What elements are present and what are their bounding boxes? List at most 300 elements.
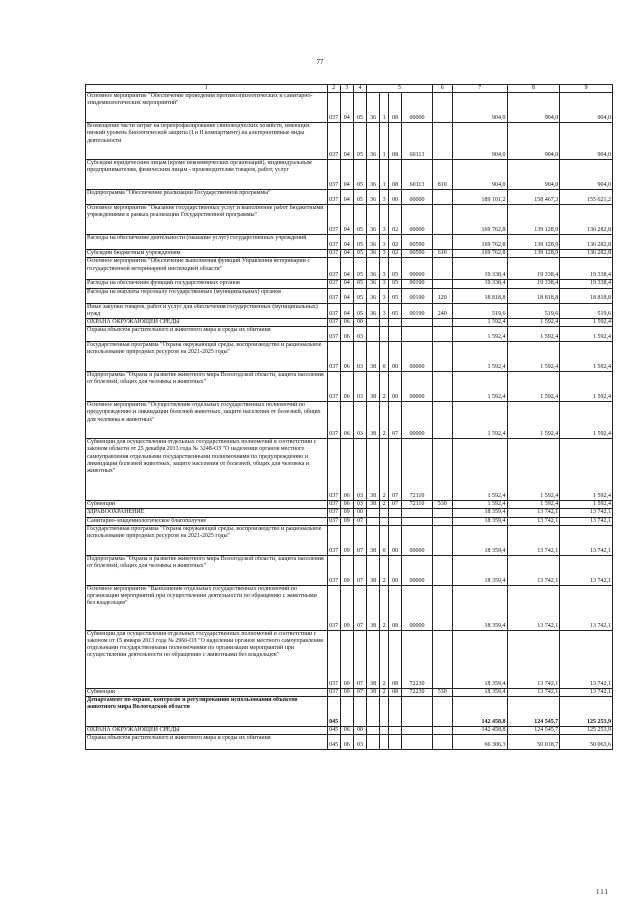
row-gr-code: 037	[327, 160, 340, 190]
row-csr-subprogram: 2	[380, 555, 389, 585]
row-csr-program	[367, 696, 380, 726]
row-rz-code: 04	[340, 205, 353, 235]
row-vr-code	[432, 696, 452, 726]
row-csr-program: 38	[367, 688, 380, 696]
col-header-year1: 7	[452, 85, 507, 93]
row-csr-direction	[402, 517, 433, 525]
row-csr-direction: 00190	[402, 303, 433, 318]
row-gr-code: 037	[327, 501, 340, 509]
row-vr-code: 610	[432, 250, 452, 258]
row-csr-event: 02	[389, 250, 402, 258]
row-csr-program: 38	[367, 501, 380, 509]
row-gr-code: 037	[327, 235, 340, 250]
table-row	[86, 318, 613, 326]
row-rz-code: 06	[340, 735, 353, 750]
row-csr-program: 38	[367, 402, 380, 439]
row-amount-year3: 13 742,1	[560, 555, 613, 585]
row-csr-event	[389, 318, 402, 326]
row-rz-code: 04	[340, 250, 353, 258]
row-csr-subprogram: 3	[380, 280, 389, 288]
row-csr-program: 36	[367, 280, 380, 288]
row-amount-year3: 136 282,8	[560, 250, 613, 258]
row-amount-year1: 142 458,8	[452, 696, 507, 726]
row-description: Субсидии бюджетным учреждениям	[86, 250, 328, 258]
row-csr-event	[389, 517, 402, 525]
row-csr-event: 07	[389, 402, 402, 439]
row-pr-code: 00	[353, 726, 366, 734]
row-amount-year2: 904,0	[507, 123, 560, 160]
row-pr-code: 03	[353, 735, 366, 750]
row-gr-code: 037	[327, 402, 340, 439]
row-rz-code: 04	[340, 190, 353, 205]
row-vr-code	[432, 318, 452, 326]
row-amount-year3: 1 592,4	[560, 439, 613, 501]
row-amount-year2: 139 128,9	[507, 205, 560, 235]
row-csr-program	[367, 318, 380, 326]
row-gr-code: 037	[327, 205, 340, 235]
row-csr-direction: 00190	[402, 280, 433, 288]
row-pr-code: 07	[353, 688, 366, 696]
row-csr-direction: 00000	[402, 555, 433, 585]
row-csr-direction	[402, 509, 433, 517]
row-description: Подпрограмма "Охрана и развитие животного мира Вологодской области, защита населения от болезней, общих для человека и животных"	[86, 372, 328, 402]
row-amount-year3: 125 253,9	[560, 696, 613, 726]
row-pr-code: 07	[353, 517, 366, 525]
row-amount-year3: 1 592,4	[560, 318, 613, 326]
row-csr-program	[367, 735, 380, 750]
row-csr-event	[389, 726, 402, 734]
row-csr-program: 38	[367, 342, 380, 372]
row-rz-code: 09	[340, 630, 353, 688]
row-csr-program: 36	[367, 288, 380, 303]
table-row	[86, 342, 613, 372]
row-csr-program: 36	[367, 123, 380, 160]
col-header-rz: 3	[340, 85, 353, 93]
row-csr-subprogram	[380, 318, 389, 326]
row-amount-year3: 19 338,4	[560, 258, 613, 280]
budget-table	[85, 84, 613, 750]
row-pr-code: 03	[353, 501, 366, 509]
row-csr-program: 38	[367, 630, 380, 688]
row-pr-code: 03	[353, 327, 366, 342]
table-row	[86, 630, 613, 688]
row-amount-year3: 155 621,2	[560, 190, 613, 205]
col-header-desc: 1	[86, 85, 328, 93]
row-csr-subprogram: 3	[380, 205, 389, 235]
row-amount-year3: 13 742,1	[560, 525, 613, 555]
row-amount-year2: 1 592,4	[507, 402, 560, 439]
row-csr-direction: 00000	[402, 585, 433, 630]
row-pr-code: 07	[353, 555, 366, 585]
row-description: Охрана объектов растительного и животного мира и среды их обитания	[86, 327, 328, 342]
row-amount-year1: 18 359,4	[452, 585, 507, 630]
table-row	[86, 235, 613, 250]
row-rz-code: 04	[340, 280, 353, 288]
row-amount-year1: 19 338,4	[452, 258, 507, 280]
row-amount-year1: 19 338,4	[452, 280, 507, 288]
header-row	[86, 85, 613, 93]
row-pr-code: 00	[353, 318, 366, 326]
row-amount-year3: 519,6	[560, 303, 613, 318]
row-csr-subprogram: 2	[380, 501, 389, 509]
row-csr-subprogram: 0	[380, 525, 389, 555]
table-row	[86, 258, 613, 280]
row-csr-subprogram: 0	[380, 342, 389, 372]
row-description: Основное мероприятие "Осуществление отдельных государственных полномочий по предупреждению и ликвидации болезней животных, защите населения от болезней, общих для человека и животных"	[86, 402, 328, 439]
row-description: ОХРАНА ОКРУЖАЮЩЕЙ СРЕДЫ	[86, 318, 328, 326]
row-amount-year1: 904,0	[452, 93, 507, 123]
row-csr-program: 36	[367, 205, 380, 235]
row-csr-subprogram	[380, 517, 389, 525]
row-rz-code: 06	[340, 439, 353, 501]
row-gr-code: 037	[327, 688, 340, 696]
row-amount-year2: 13 742,1	[507, 688, 560, 696]
row-amount-year1: 519,6	[452, 303, 507, 318]
row-pr-code: 03	[353, 372, 366, 402]
row-amount-year1: 1 592,4	[452, 402, 507, 439]
row-amount-year1: 18 359,4	[452, 630, 507, 688]
row-description: Субвенции	[86, 501, 328, 509]
row-amount-year3: 13 742,1	[560, 517, 613, 525]
row-pr-code: 05	[353, 250, 366, 258]
row-csr-direction: 60113	[402, 123, 433, 160]
row-csr-program: 38	[367, 555, 380, 585]
row-csr-direction: 00590	[402, 235, 433, 250]
table-row	[86, 402, 613, 439]
table-row	[86, 525, 613, 555]
row-description: Основное мероприятие "Обеспечение проведения противоэпизоотических и санитарно-эпидемиологических мероприятий"	[86, 93, 328, 123]
row-amount-year1: 1 592,4	[452, 372, 507, 402]
row-gr-code: 037	[327, 372, 340, 402]
row-gr-code: 037	[327, 327, 340, 342]
row-amount-year1: 904,0	[452, 123, 507, 160]
row-amount-year3: 136 282,8	[560, 235, 613, 250]
row-vr-code	[432, 235, 452, 250]
row-csr-event: 08	[389, 160, 402, 190]
row-vr-code	[432, 726, 452, 734]
row-amount-year2: 139 128,9	[507, 250, 560, 258]
row-csr-direction: 00000	[402, 402, 433, 439]
row-gr-code: 037	[327, 439, 340, 501]
row-description: Расходы на обеспечение функций государственных органов	[86, 280, 328, 288]
table-body	[86, 85, 613, 750]
row-amount-year1: 66 306,3	[452, 735, 507, 750]
row-gr-code: 037	[327, 318, 340, 326]
row-amount-year1: 18 359,4	[452, 525, 507, 555]
row-csr-event	[389, 509, 402, 517]
row-amount-year1: 904,0	[452, 160, 507, 190]
col-header-gr: 2	[327, 85, 340, 93]
row-description: Основное мероприятие "Выполнение отдельных государственных полномочий по организации мероприятий при осуществлении деятельности по обращению с животными без владельцев"	[86, 585, 328, 630]
row-csr-event: 00	[389, 525, 402, 555]
col-header-year3: 9	[560, 85, 613, 93]
table-row	[86, 288, 613, 303]
row-vr-code	[432, 509, 452, 517]
row-vr-code	[432, 517, 452, 525]
row-pr-code	[353, 696, 366, 726]
row-csr-subprogram: 2	[380, 585, 389, 630]
row-description: Основное мероприятие "Оказание государственных услуг и выполнение работ бюджетными учреждениями в рамках реализации Государственной программы"	[86, 205, 328, 235]
row-csr-subprogram: 1	[380, 160, 389, 190]
table-row	[86, 372, 613, 402]
row-vr-code	[432, 372, 452, 402]
row-amount-year2: 1 592,4	[507, 501, 560, 509]
table-row	[86, 250, 613, 258]
row-csr-subprogram	[380, 327, 389, 342]
row-amount-year1: 18 359,4	[452, 517, 507, 525]
row-gr-code: 037	[327, 93, 340, 123]
row-amount-year3: 1 592,4	[560, 342, 613, 372]
row-gr-code: 037	[327, 190, 340, 205]
row-csr-program: 36	[367, 258, 380, 280]
row-description: Возмещение части затрат на перепрофилирование свиноводческих хозяйств, имеющих низкий уровень биологической защиты (I и II компартмент) на альтернативные виды деятельности	[86, 123, 328, 160]
row-amount-year3: 13 742,1	[560, 688, 613, 696]
row-gr-code: 037	[327, 555, 340, 585]
row-gr-code: 037	[327, 342, 340, 372]
row-csr-subprogram: 2	[380, 372, 389, 402]
row-amount-year2: 139 128,9	[507, 235, 560, 250]
row-csr-subprogram: 3	[380, 288, 389, 303]
row-gr-code: 037	[327, 123, 340, 160]
row-csr-direction: 72110	[402, 439, 433, 501]
row-rz-code: 09	[340, 688, 353, 696]
row-csr-event: 00	[389, 342, 402, 372]
row-csr-direction: 00000	[402, 258, 433, 280]
row-vr-code: 810	[432, 160, 452, 190]
row-csr-direction: 00000	[402, 93, 433, 123]
row-csr-direction	[402, 327, 433, 342]
row-amount-year3: 1 592,4	[560, 327, 613, 342]
row-csr-event: 00	[389, 372, 402, 402]
row-amount-year2: 13 742,1	[507, 525, 560, 555]
row-amount-year1: 1 592,4	[452, 327, 507, 342]
row-description: ЗДРАВООХРАНЕНИЕ	[86, 509, 328, 517]
row-csr-subprogram: 3	[380, 258, 389, 280]
row-csr-subprogram: 3	[380, 303, 389, 318]
row-rz-code: 09	[340, 555, 353, 585]
row-csr-program: 38	[367, 439, 380, 501]
table-row	[86, 190, 613, 205]
row-vr-code	[432, 555, 452, 585]
row-csr-event: 05	[389, 303, 402, 318]
row-amount-year2: 19 338,4	[507, 258, 560, 280]
row-csr-program: 36	[367, 160, 380, 190]
row-csr-subprogram	[380, 696, 389, 726]
row-csr-program: 36	[367, 303, 380, 318]
table-row	[86, 160, 613, 190]
row-amount-year1: 169 762,8	[452, 205, 507, 235]
row-description: Государственная программа "Охрана окружающей среды, воспроизводство и рациональное использование природных ресурсов на 2021-2025 годы"	[86, 525, 328, 555]
row-vr-code: 120	[432, 288, 452, 303]
row-amount-year1: 18 359,4	[452, 509, 507, 517]
row-pr-code: 07	[353, 525, 366, 555]
row-pr-code: 05	[353, 258, 366, 280]
row-csr-event	[389, 735, 402, 750]
row-rz-code: 09	[340, 585, 353, 630]
row-csr-event: 05	[389, 280, 402, 288]
row-vr-code	[432, 735, 452, 750]
row-csr-direction	[402, 735, 433, 750]
row-rz-code: 04	[340, 303, 353, 318]
row-csr-subprogram: 1	[380, 123, 389, 160]
row-vr-code	[432, 327, 452, 342]
row-description: Субсидии юридическим лицам (кроме некоммерческих организаций), индивидуальным предпринимателям, физическим лицам - производителям товаров, работ, услуг	[86, 160, 328, 190]
row-amount-year1: 1 592,4	[452, 342, 507, 372]
row-csr-event	[389, 696, 402, 726]
row-gr-code: 045	[327, 726, 340, 734]
row-amount-year3: 50 063,6	[560, 735, 613, 750]
row-csr-event: 07	[389, 501, 402, 509]
row-csr-program: 38	[367, 372, 380, 402]
row-csr-subprogram: 2	[380, 630, 389, 688]
row-csr-subprogram: 3	[380, 190, 389, 205]
row-csr-event: 08	[389, 585, 402, 630]
row-rz-code: 09	[340, 509, 353, 517]
row-rz-code: 04	[340, 258, 353, 280]
row-csr-direction: 00000	[402, 372, 433, 402]
row-pr-code: 03	[353, 439, 366, 501]
row-amount-year2: 13 742,1	[507, 585, 560, 630]
row-rz-code: 06	[340, 726, 353, 734]
row-csr-program: 38	[367, 525, 380, 555]
row-csr-event: 08	[389, 93, 402, 123]
row-gr-code: 045	[327, 735, 340, 750]
row-rz-code: 04	[340, 93, 353, 123]
row-amount-year3: 13 742,1	[560, 630, 613, 688]
row-pr-code: 05	[353, 190, 366, 205]
row-csr-subprogram: 3	[380, 235, 389, 250]
row-gr-code: 045	[327, 696, 340, 726]
row-amount-year2: 519,6	[507, 303, 560, 318]
table-row	[86, 303, 613, 318]
row-description: Расходы на обеспечение деятельности (оказание услуг) государственных учреждений	[86, 235, 328, 250]
row-pr-code: 05	[353, 205, 366, 235]
row-csr-direction: 00000	[402, 205, 433, 235]
row-vr-code: 240	[432, 303, 452, 318]
row-rz-code: 04	[340, 288, 353, 303]
row-vr-code	[432, 402, 452, 439]
row-csr-subprogram: 2	[380, 688, 389, 696]
row-gr-code: 037	[327, 280, 340, 288]
row-csr-direction	[402, 318, 433, 326]
row-csr-subprogram: 1	[380, 93, 389, 123]
row-amount-year2: 124 545,7	[507, 726, 560, 734]
row-description: Субвенции для осуществления отдельных государственных полномочий в соответствии с законом области от 25 декабря 2013 года № 3248-ОЗ "О наделении органов местного самоуправления отдельными государственными полномочиями по предупреждению и ликвидации болезней животных, защите населения от болезней, общих для человека и животных"	[86, 439, 328, 501]
row-csr-direction	[402, 696, 433, 726]
row-amount-year2: 13 742,1	[507, 509, 560, 517]
row-amount-year2: 19 338,4	[507, 280, 560, 288]
row-description: Основное мероприятие "Обеспечение выполнения функций Управления ветеринарии с государственной ветеринарной инспекцией области"	[86, 258, 328, 280]
row-amount-year2: 13 742,1	[507, 517, 560, 525]
col-header-csr: 5	[367, 85, 433, 93]
row-amount-year3: 1 592,4	[560, 372, 613, 402]
row-rz-code: 06	[340, 402, 353, 439]
row-pr-code: 05	[353, 280, 366, 288]
row-amount-year1: 169 762,8	[452, 250, 507, 258]
table-row	[86, 205, 613, 235]
row-vr-code: 530	[432, 688, 452, 696]
row-amount-year2: 13 742,1	[507, 630, 560, 688]
row-vr-code	[432, 258, 452, 280]
row-vr-code	[432, 190, 452, 205]
row-csr-event: 08	[389, 123, 402, 160]
row-gr-code: 037	[327, 630, 340, 688]
row-csr-direction: 72230	[402, 688, 433, 696]
table-row	[86, 280, 613, 288]
row-csr-subprogram	[380, 509, 389, 517]
row-amount-year3: 136 282,8	[560, 205, 613, 235]
row-rz-code: 06	[340, 318, 353, 326]
row-amount-year2: 1 592,4	[507, 318, 560, 326]
table-row	[86, 123, 613, 160]
row-csr-program	[367, 726, 380, 734]
table-row	[86, 327, 613, 342]
row-csr-program	[367, 517, 380, 525]
row-amount-year3: 1 592,4	[560, 402, 613, 439]
row-csr-event: 08	[389, 688, 402, 696]
row-amount-year1: 189 101,2	[452, 190, 507, 205]
col-header-year2: 8	[507, 85, 560, 93]
row-csr-subprogram: 2	[380, 402, 389, 439]
row-gr-code: 037	[327, 509, 340, 517]
row-amount-year2: 904,0	[507, 93, 560, 123]
row-csr-program: 38	[367, 585, 380, 630]
col-header-pr: 4	[353, 85, 366, 93]
table-row	[86, 501, 613, 509]
row-amount-year3: 1 592,4	[560, 501, 613, 509]
row-rz-code: 06	[340, 372, 353, 402]
row-amount-year2: 1 592,4	[507, 372, 560, 402]
row-description: Подпрограмма "Охрана и развитие животного мира Вологодской области, защита населения от болезней, общих для человека и животных"	[86, 555, 328, 585]
row-amount-year2: 1 592,4	[507, 327, 560, 342]
row-vr-code	[432, 93, 452, 123]
table-row	[86, 517, 613, 525]
row-csr-program	[367, 327, 380, 342]
row-amount-year1: 1 592,4	[452, 439, 507, 501]
row-description: Департамент по охране, контролю и регулированию использования объектов животного мира Вологодской области	[86, 696, 328, 726]
table-row	[86, 696, 613, 726]
row-amount-year3: 904,0	[560, 123, 613, 160]
row-csr-event: 05	[389, 288, 402, 303]
row-csr-subprogram: 2	[380, 439, 389, 501]
row-csr-program	[367, 509, 380, 517]
row-vr-code	[432, 342, 452, 372]
table-row	[86, 93, 613, 123]
row-gr-code: 037	[327, 525, 340, 555]
row-vr-code: 530	[432, 501, 452, 509]
row-amount-year2: 904,0	[507, 160, 560, 190]
row-vr-code	[432, 123, 452, 160]
row-rz-code: 09	[340, 517, 353, 525]
row-csr-event: 00	[389, 190, 402, 205]
row-csr-event: 08	[389, 630, 402, 688]
row-gr-code: 037	[327, 250, 340, 258]
row-amount-year2: 13 742,1	[507, 555, 560, 585]
row-csr-program: 36	[367, 190, 380, 205]
row-description: Расходы на выплаты персоналу государственных (муниципальных) органов	[86, 288, 328, 303]
row-csr-event: 07	[389, 439, 402, 501]
row-csr-direction: 00000	[402, 525, 433, 555]
row-pr-code: 07	[353, 630, 366, 688]
row-pr-code: 03	[353, 342, 366, 372]
row-csr-direction	[402, 726, 433, 734]
row-gr-code: 037	[327, 288, 340, 303]
row-csr-subprogram	[380, 726, 389, 734]
row-rz-code	[340, 696, 353, 726]
row-amount-year3: 904,0	[560, 93, 613, 123]
row-amount-year2: 18 818,8	[507, 288, 560, 303]
row-csr-program: 36	[367, 235, 380, 250]
